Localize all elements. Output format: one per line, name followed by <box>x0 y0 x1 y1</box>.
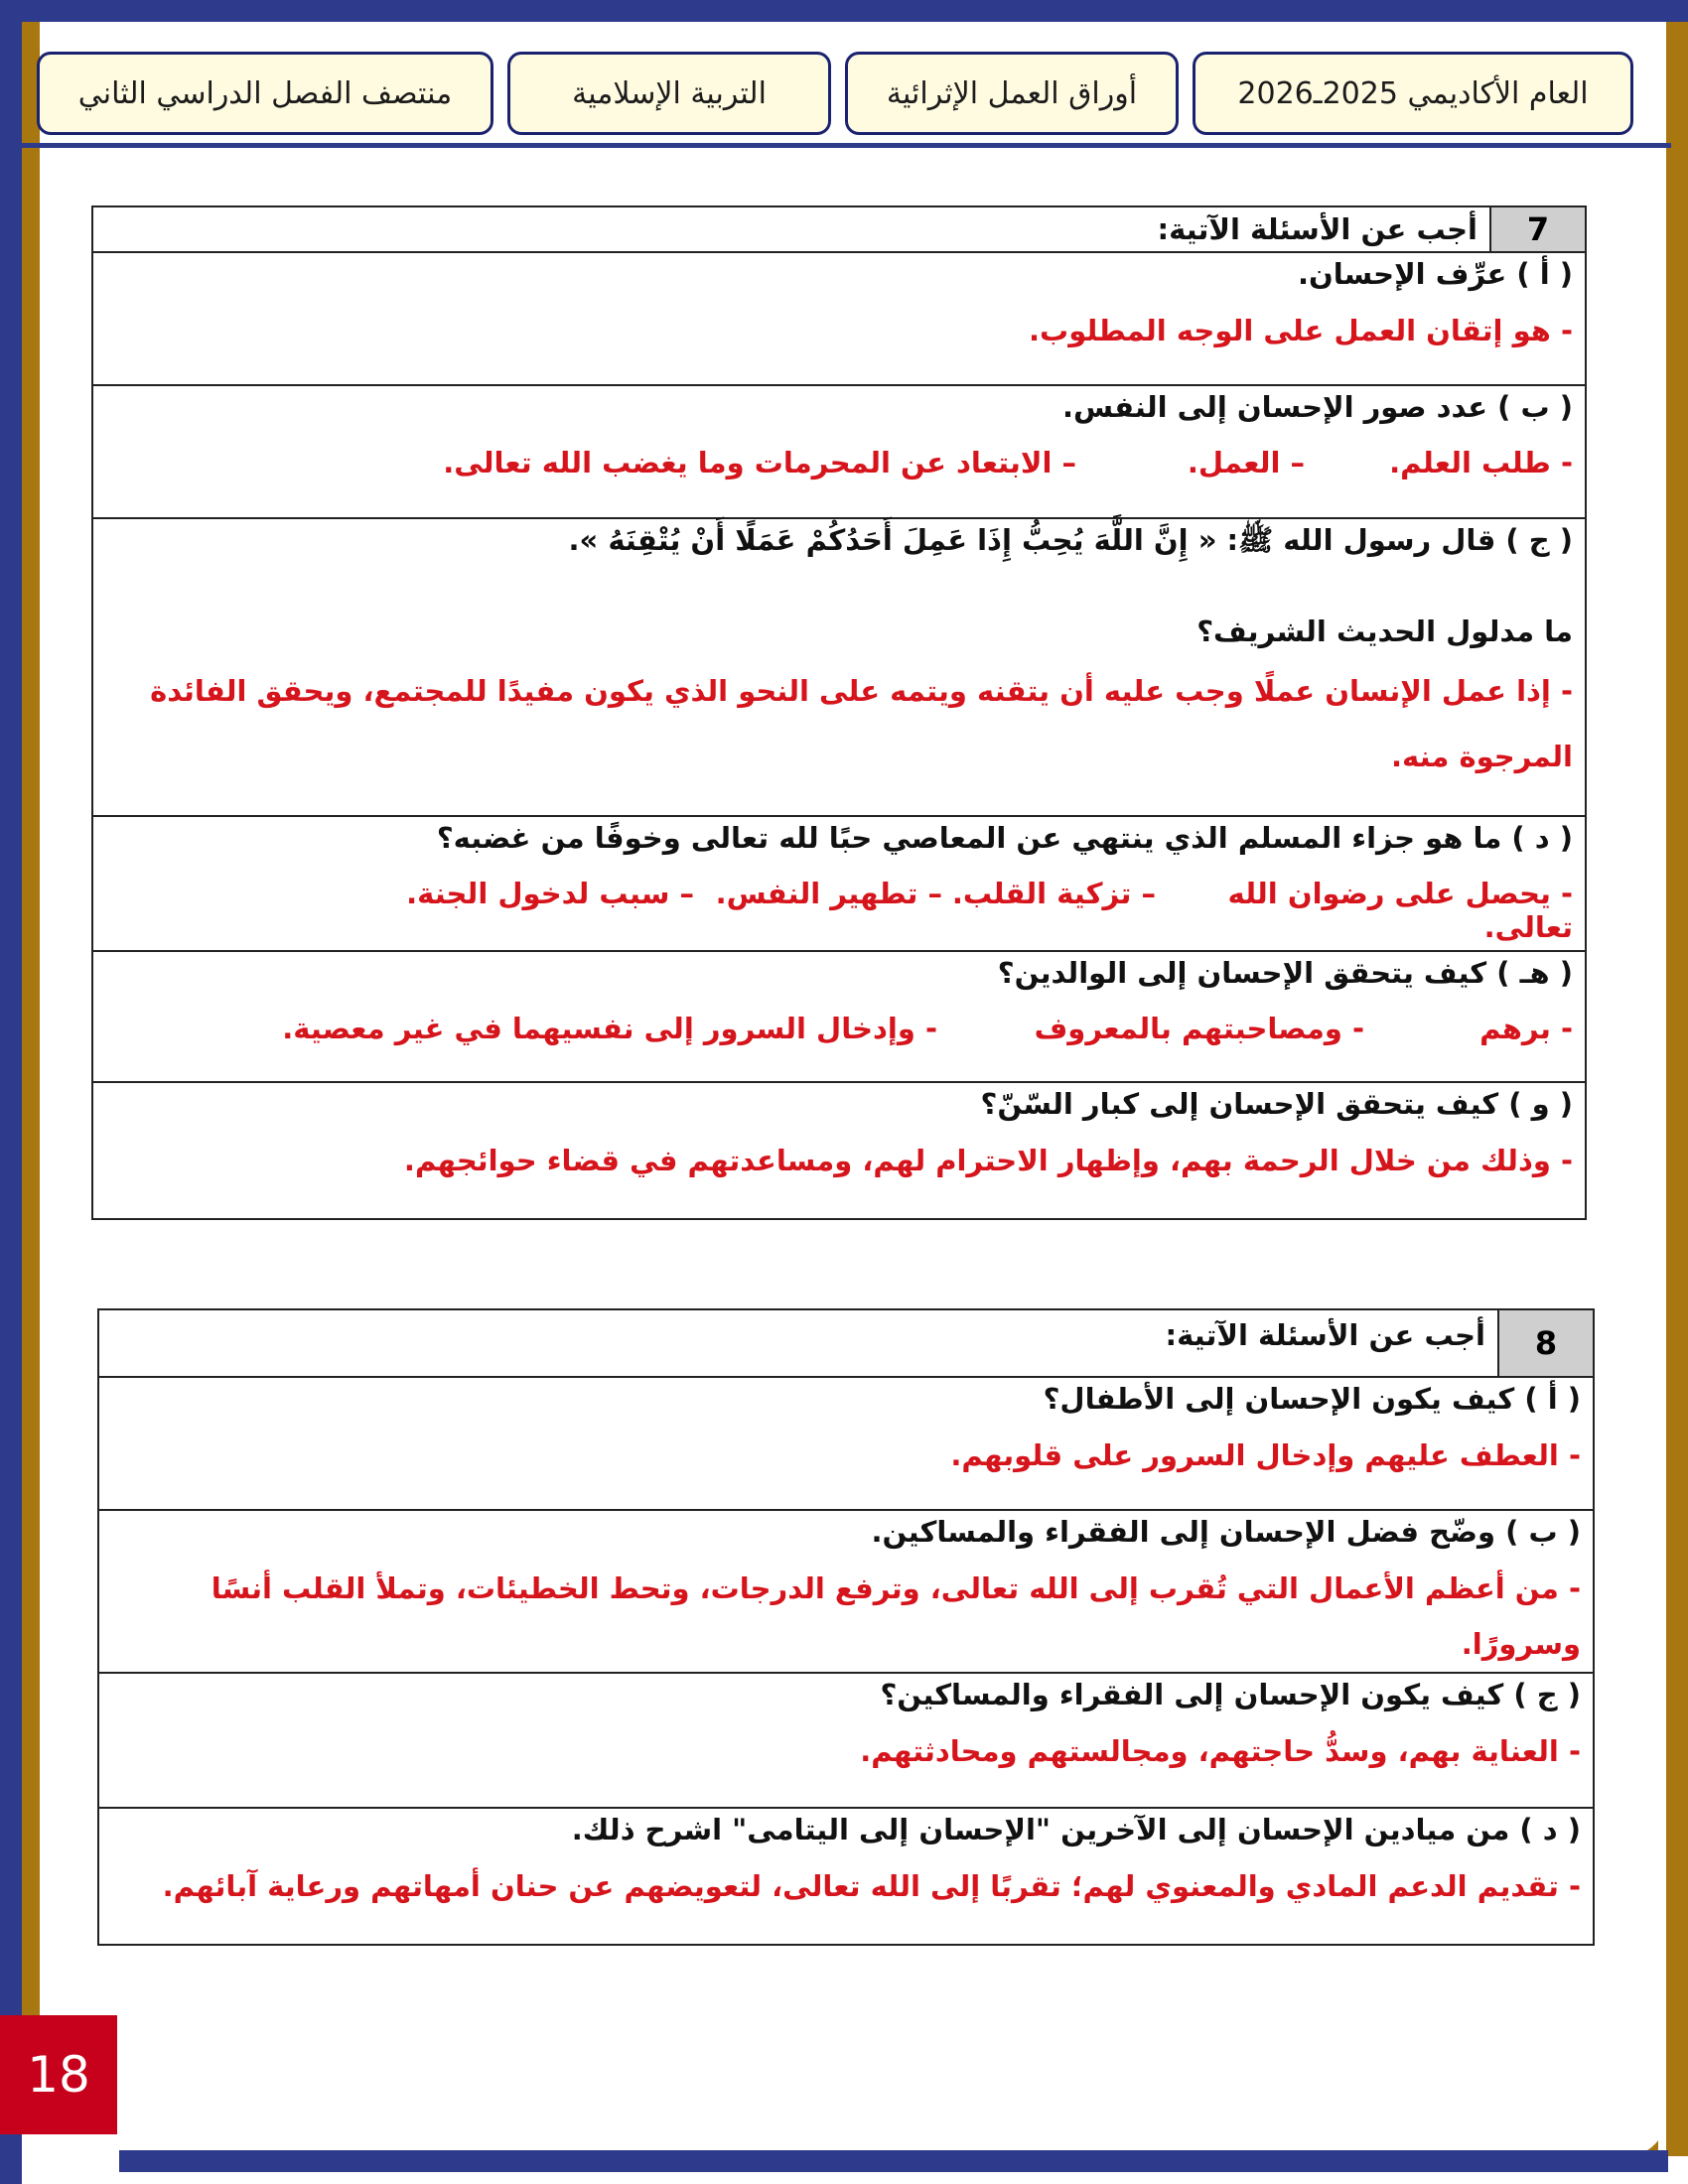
header-divider <box>15 143 1671 148</box>
question-text: ( د ) من ميادين الإحسان إلى الآخرين "الإحسان إلى اليتامى" اشرح ذلك. <box>571 1813 1581 1846</box>
answer-text: - العناية بهم، وسدُّ حاجتهم، ومجالستهم ومحادثتهم. <box>860 1734 1581 1768</box>
header-worksheets: أوراق العمل الإثرائية <box>845 52 1179 135</box>
answer-text: - هو إتقان العمل على الوجه المطلوب. <box>1029 314 1573 347</box>
page-header <box>55 52 1633 133</box>
q8-part-c <box>98 1673 1594 1808</box>
question-title: أجب عن الأسئلة الآتية: <box>98 1309 1498 1377</box>
question-number: 8 <box>1498 1309 1594 1377</box>
question-text: ( ج ) كيف يكون الإحسان إلى الفقراء والمساكين؟ <box>880 1678 1581 1711</box>
header-year: العام الأكاديمي 2025ـ2026 <box>1193 52 1633 135</box>
answer-text: - تقديم الدعم المادي والمعنوي لهم؛ تقربًا إلى الله تعالى، لتعويضهم عن حنان أمهاتهم ورعاية آبائهم. <box>162 1869 1581 1903</box>
frame-gold-left <box>22 22 40 2037</box>
frame-left-border <box>0 0 22 2184</box>
answer-item: - يحصل على رضوان الله تعالى. <box>1227 877 1573 944</box>
q7-part-a <box>92 252 1586 385</box>
question-text: ( ج ) قال رسول الله ﷺ: « إِنَّ اللَّهَ يُحِبُّ إِذَا عَمِلَ أَحَدُكُمْ عَمَلًا أَنْ يُتْقِنَهُ ». <box>568 523 1573 557</box>
q7-part-f <box>92 1082 1586 1219</box>
header-term: منتصف الفصل الدراسي الثاني <box>37 52 493 135</box>
q7-part-b <box>92 385 1586 518</box>
answer-item: - وإدخال السرور إلى نفسيهما في غير معصية. <box>282 1012 937 1045</box>
question-text: ( د ) ما هو جزاء المسلم الذي ينتهي عن المعاصي حبًا لله تعالى وخوفًا من غضبه؟ <box>436 821 1573 855</box>
question-text: ( أ ) عرِّف الإحسان. <box>1298 257 1573 291</box>
answer-item: – تزكية القلب. <box>951 877 1156 910</box>
question-text: ( ب ) عدد صور الإحسان إلى النفس. <box>1062 390 1573 424</box>
question-text: ( أ ) كيف يكون الإحسان إلى الأطفال؟ <box>1043 1382 1581 1416</box>
question-text: ( هـ ) كيف يتحقق الإحسان إلى الوالدين؟ <box>997 956 1573 990</box>
q7-part-c <box>92 518 1586 816</box>
question-number: 7 <box>1490 206 1586 252</box>
q8-part-a <box>98 1377 1594 1510</box>
answer-text: - إذا عمل الإنسان عملًا وجب عليه أن يتقنه ويتمه على النحو الذي يكون مفيدًا للمجتمع، ويحقق الفائدة المرجوة منه. <box>150 674 1573 773</box>
question-subtext: ما مدلول الحديث الشريف؟ <box>1196 614 1573 648</box>
header-subject: التربية الإسلامية <box>507 52 831 135</box>
answer-text: - العطف عليهم وإدخال السرور على قلوبهم. <box>950 1438 1581 1472</box>
frame-top-border <box>0 0 1688 22</box>
frame-gold-right <box>1666 22 1688 2156</box>
question-text: ( ب ) وضّح فضل الإحسان إلى الفقراء والمساكين. <box>871 1515 1581 1549</box>
answer-list <box>105 446 1573 479</box>
frame-bottom-border <box>119 2150 1668 2172</box>
answer-item: – الابتعاد عن المحرمات وما يغضب الله تعالى. <box>443 446 1076 479</box>
q8-part-b <box>98 1510 1594 1673</box>
answer-text: - من أعظم الأعمال التي تُقرب إلى الله تعالى، وترفع الدرجات، وتحط الخطيئات، وتملأ القلب أنسًا وسرورًا. <box>211 1571 1581 1661</box>
answer-item: - ومصاحبتهم بالمعروف <box>1034 1012 1364 1045</box>
answer-item: – تطهير النفس. <box>715 877 942 910</box>
answer-list <box>105 1012 1573 1045</box>
page-number: 18 <box>0 2015 117 2134</box>
q7-part-d <box>92 816 1586 951</box>
answer-item: - طلب العلم. <box>1389 446 1573 479</box>
answer-text: - وذلك من خلال الرحمة بهم، وإظهار الاحترام لهم، ومساعدتهم في قضاء حوائجهم. <box>403 1144 1573 1177</box>
question-8-table <box>97 1308 1595 1946</box>
answer-item: - برهم <box>1479 1012 1573 1045</box>
question-7-table <box>91 205 1587 1220</box>
answer-list <box>105 877 1573 944</box>
answer-item: – العمل. <box>1187 446 1305 479</box>
question-title: أجب عن الأسئلة الآتية: <box>92 206 1490 252</box>
question-text: ( و ) كيف يتحقق الإحسان إلى كبار السّنّ؟ <box>980 1087 1573 1121</box>
q8-part-d <box>98 1808 1594 1945</box>
answer-item: – سبب لدخول الجنة. <box>406 877 694 910</box>
q7-part-e <box>92 951 1586 1082</box>
